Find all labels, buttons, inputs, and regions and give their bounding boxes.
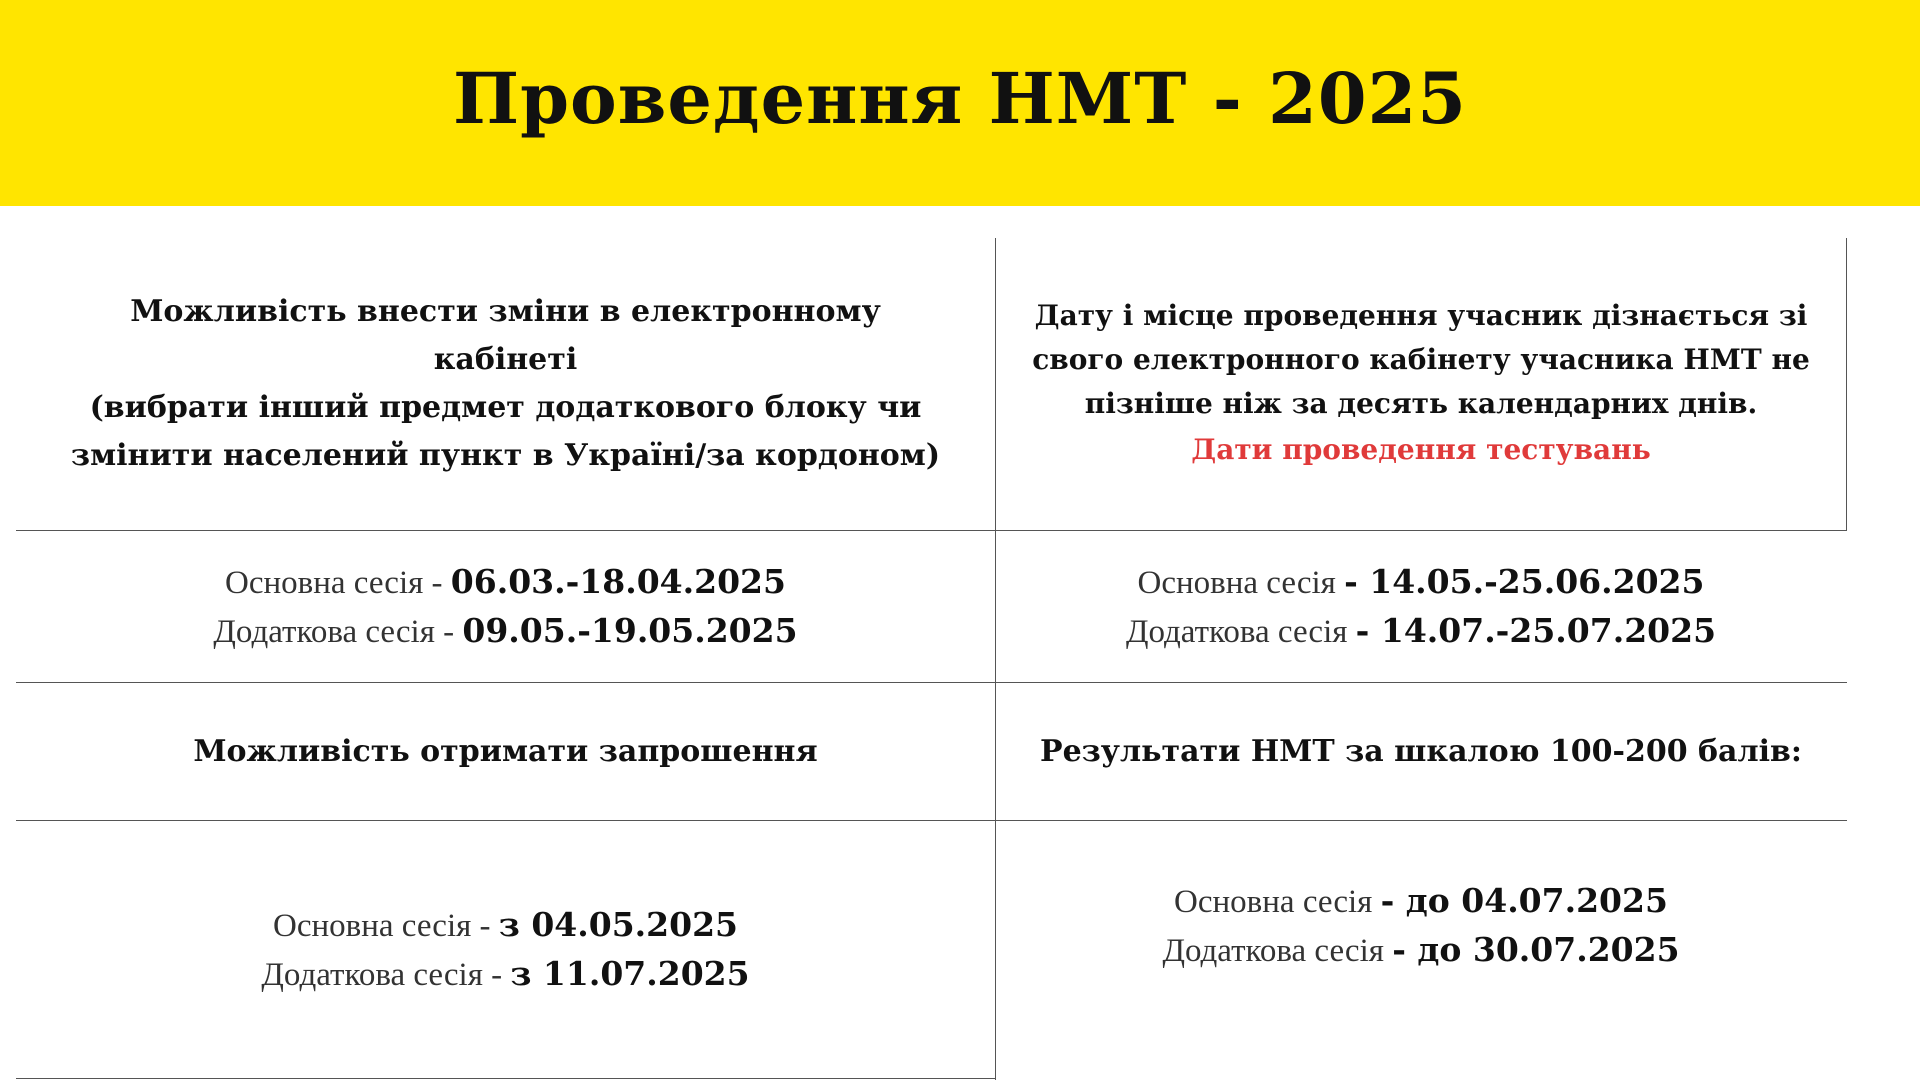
testing-info-line: пізніше ніж за десять календарних днів. xyxy=(1084,387,1758,420)
session-label: Додаткова сесія - xyxy=(261,956,511,993)
additional-session-line xyxy=(213,607,797,656)
change-heading-line: змінити населений пункт в Україні/за кордоном) xyxy=(70,438,941,473)
testing-dates-link[interactable]: Дати проведення тестувань xyxy=(1191,433,1651,466)
cell-testing-info xyxy=(996,238,1846,530)
main-session-line xyxy=(1174,877,1668,926)
session-label: Основна сесія - xyxy=(225,564,451,601)
session-label: Додаткова сесія xyxy=(1162,933,1393,969)
change-heading-line: Можливість внести зміни в електронному xyxy=(130,294,881,329)
session-dates: - 14.07.-25.07.2025 xyxy=(1355,610,1717,650)
session-label: Основна сесія - xyxy=(273,907,499,944)
session-label: Основна сесія xyxy=(1174,884,1381,920)
cell-change-heading xyxy=(16,238,995,530)
testing-info-line: свого електронного кабінету учасника НМТ не xyxy=(1032,343,1810,376)
change-heading-line: кабінеті xyxy=(433,342,578,377)
additional-session-line xyxy=(261,950,749,999)
cell-test-sessions xyxy=(996,531,1846,682)
cell-results-heading xyxy=(996,683,1846,820)
session-dates: - до 30.07.2025 xyxy=(1392,930,1680,969)
bottom-border-left xyxy=(16,1078,996,1079)
testing-info-line: Дату і місце проведення учасник дізнається зі xyxy=(1034,299,1808,332)
additional-session-line xyxy=(1162,926,1679,975)
session-label: Додаткова сесія - xyxy=(213,613,463,650)
session-dates: з 04.05.2025 xyxy=(498,904,738,944)
right-border xyxy=(1846,238,1847,530)
page-title: Проведення НМТ - 2025 xyxy=(453,56,1467,140)
cell-results-sessions xyxy=(996,821,1846,1031)
session-dates: 06.03.-18.04.2025 xyxy=(450,561,786,601)
session-label: Додаткова сесія xyxy=(1125,613,1356,650)
title-banner xyxy=(0,0,1920,206)
session-dates: - 14.05.-25.06.2025 xyxy=(1344,561,1705,601)
cell-invitation-heading xyxy=(16,683,995,820)
results-heading: Результати НМТ за шкалою 100-200 балів: xyxy=(1040,733,1802,769)
main-session-line xyxy=(225,558,786,607)
session-dates: 09.05.-19.05.2025 xyxy=(462,610,798,650)
session-dates: з 11.07.2025 xyxy=(510,953,750,993)
additional-session-line xyxy=(1126,607,1716,656)
cell-invitation-sessions xyxy=(16,821,995,1078)
cell-change-sessions xyxy=(16,531,995,682)
change-heading-line: (вибрати інший предмет додаткового блоку чи xyxy=(89,390,922,425)
invitation-heading: Можливість отримати запрошення xyxy=(193,733,818,769)
main-session-line xyxy=(1138,558,1705,607)
session-dates: - до 04.07.2025 xyxy=(1380,881,1668,920)
session-label: Основна сесія xyxy=(1137,564,1345,601)
main-session-line xyxy=(273,901,738,950)
